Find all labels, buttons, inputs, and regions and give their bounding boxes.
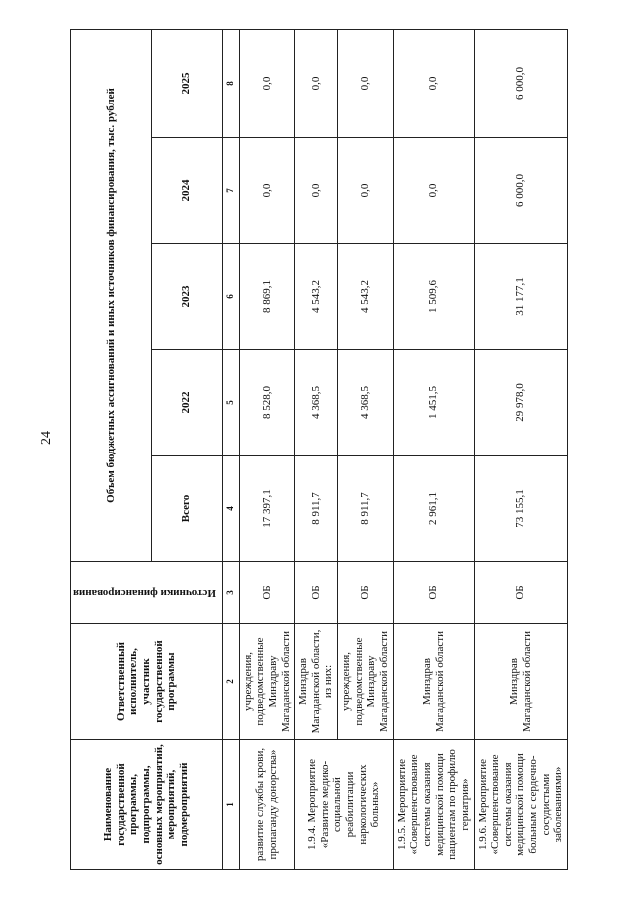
col-number: 4 — [222, 456, 239, 562]
row-source: ОБ — [393, 562, 474, 624]
row-total: 73 155,1 — [474, 456, 567, 562]
table-row — [393, 29, 474, 869]
header-name: Наименование государственной программы, подпрограммы, основных мероприятий, мероприятий, подмероприятий — [71, 740, 223, 870]
row-name: 1.9.4. Мероприятие «Развитие медико-социальной реабилитации наркологических больных» — [295, 740, 393, 870]
financing-table-container — [70, 30, 565, 870]
row-2025: 0,0 — [393, 29, 474, 137]
header-source: Источники финансирования — [73, 586, 216, 599]
row-source: ОБ — [295, 562, 338, 624]
row-executor: Минздрав Магаданской области — [393, 624, 474, 740]
header-2024: 2024 — [152, 138, 223, 244]
row-source: ОБ — [474, 562, 567, 624]
row-2022: 4 368,5 — [295, 350, 338, 456]
table-row — [474, 29, 567, 869]
col-number: 1 — [222, 740, 239, 870]
col-number: 6 — [222, 244, 239, 350]
header-2025: 2025 — [152, 29, 223, 137]
financing-table — [70, 29, 568, 870]
row-executor: Минздрав Магаданской области, из них: — [295, 624, 338, 740]
row-executor: Минздрав Магаданской области — [474, 624, 567, 740]
row-2022: 29 978,0 — [474, 350, 567, 456]
row-2025: 0,0 — [239, 29, 295, 137]
row-2022: 4 368,5 — [338, 350, 394, 456]
col-number: 8 — [222, 29, 239, 137]
row-2023: 8 869,1 — [239, 244, 295, 350]
row-2022: 1 451,5 — [393, 350, 474, 456]
row-2024: 0,0 — [295, 138, 338, 244]
row-2024: 0,0 — [239, 138, 295, 244]
row-2025: 0,0 — [338, 29, 394, 137]
row-2024: 0,0 — [338, 138, 394, 244]
header-volume: Объем бюджетных ассигнований и иных источников финансирования, тыс. рублей — [71, 29, 152, 561]
row-name: развитие службы крови, пропаганду донорства» — [239, 740, 295, 870]
row-total: 17 397,1 — [239, 456, 295, 562]
page-number: 24 — [39, 431, 54, 445]
row-source: ОБ — [338, 562, 394, 624]
row-2022: 8 528,0 — [239, 350, 295, 456]
col-number: 2 — [222, 624, 239, 740]
row-name: 1.9.6. Мероприятие «Совершенствование системы оказания медицинской помощи больным с сердечно-сосудистыми заболеваниями» — [474, 740, 567, 870]
row-source: ОБ — [239, 562, 295, 624]
table-row — [239, 29, 295, 869]
header-2023: 2023 — [152, 244, 223, 350]
header-source-cell — [71, 562, 223, 624]
row-2023: 4 543,2 — [295, 244, 338, 350]
row-2023: 4 543,2 — [338, 244, 394, 350]
header-2022: 2022 — [152, 350, 223, 456]
row-executor: учреждения, подведомственные Минздраву Магаданской области — [239, 624, 295, 740]
row-executor: учреждения, подведомственные Минздраву Магаданской области — [338, 624, 394, 740]
row-2025: 0,0 — [295, 29, 338, 137]
table-row — [295, 29, 338, 869]
row-total: 8 911,7 — [338, 456, 394, 562]
row-name: 1.9.5. Мероприятие «Совершенствование системы оказания медицинской помощи пациентам по профилю гериатрия» — [393, 740, 474, 870]
row-2024: 0,0 — [393, 138, 474, 244]
header-executor: Ответственный исполнитель, участник государственной программы — [71, 624, 223, 740]
row-2025: 6 000,0 — [474, 29, 567, 137]
col-number: 3 — [222, 562, 239, 624]
header-total: Всего — [152, 456, 223, 562]
col-number: 7 — [222, 138, 239, 244]
row-2024: 6 000,0 — [474, 138, 567, 244]
col-number: 5 — [222, 350, 239, 456]
row-2023: 31 177,1 — [474, 244, 567, 350]
row-total: 2 961,1 — [393, 456, 474, 562]
row-2023: 1 509,6 — [393, 244, 474, 350]
row-total: 8 911,7 — [295, 456, 338, 562]
